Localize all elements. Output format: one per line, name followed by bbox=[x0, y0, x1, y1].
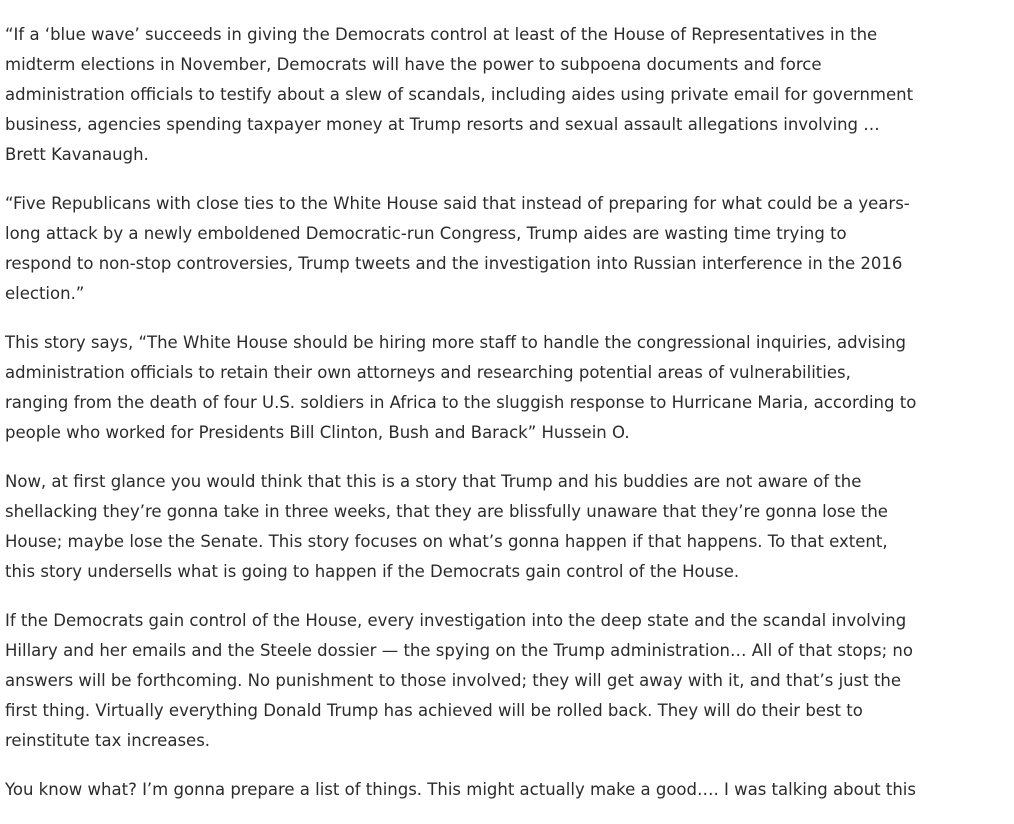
paragraph-list-of-things: You know what? I’m gonna prepare a list of things. This might actually make a good…. I was talking about this bbox=[5, 780, 916, 799]
paragraph-democrats-gain-control: If the Democrats gain control of the House, every investigation into the deep state and the scandal involving Hillary and her emails and the Steele dossier — the spying on the Trump administration… All of that stops; no answers will be forthcoming. No punishment to those involved; they will get away with it, and that’s just the first thing. Virtually everything Donald Trump has achieved will be rolled back. They will do their best to reinstitute tax increases. bbox=[5, 611, 913, 750]
paragraph-first-glance: Now, at first glance you would think that this is a story that Trump and his buddies are not aware of the shellacking they’re gonna take in three weeks, that they are blissfully unaware that they’re gonna lose the House; maybe lose the Senate. This story focuses on what’s gonna happen if that happens. To that extent, this story undersells what is going to happen if the Democrats gain control of the House. bbox=[5, 472, 888, 581]
paragraph-blue-wave: “If a ‘blue wave’ succeeds in giving the Democrats control at least of the House of Representatives in the midterm elections in November, Democrats will have the power to subpoena documents and force administration officials to testify about a slew of scandals, including aides using private email for government business, agencies spending taxpayer money at Trump resorts and sexual assault allegations involving … Brett Kavanaugh. bbox=[5, 25, 914, 164]
paragraph-story-says: This story says, “The White House should be hiring more staff to handle the congressional inquiries, advising administration officials to retain their own attorneys and researching potential areas of vulnerabilities, ranging from the death of four U.S. soldiers in Africa to the sluggish response to Hurricane Maria, according to people who worked for Presidents Bill Clinton, Bush and Barack” Hussein O. bbox=[5, 333, 917, 442]
paragraph-five-republicans: “Five Republicans with close ties to the White House said that instead of preparing for what could be a years-long attack by a newly emboldened Democratic-run Congress, Trump aides are wasting time trying to respond to non-stop controversies, Trump tweets and the investigation into Russian interference in the 2016 election.” bbox=[5, 194, 910, 303]
article-body bbox=[5, 20, 917, 824]
